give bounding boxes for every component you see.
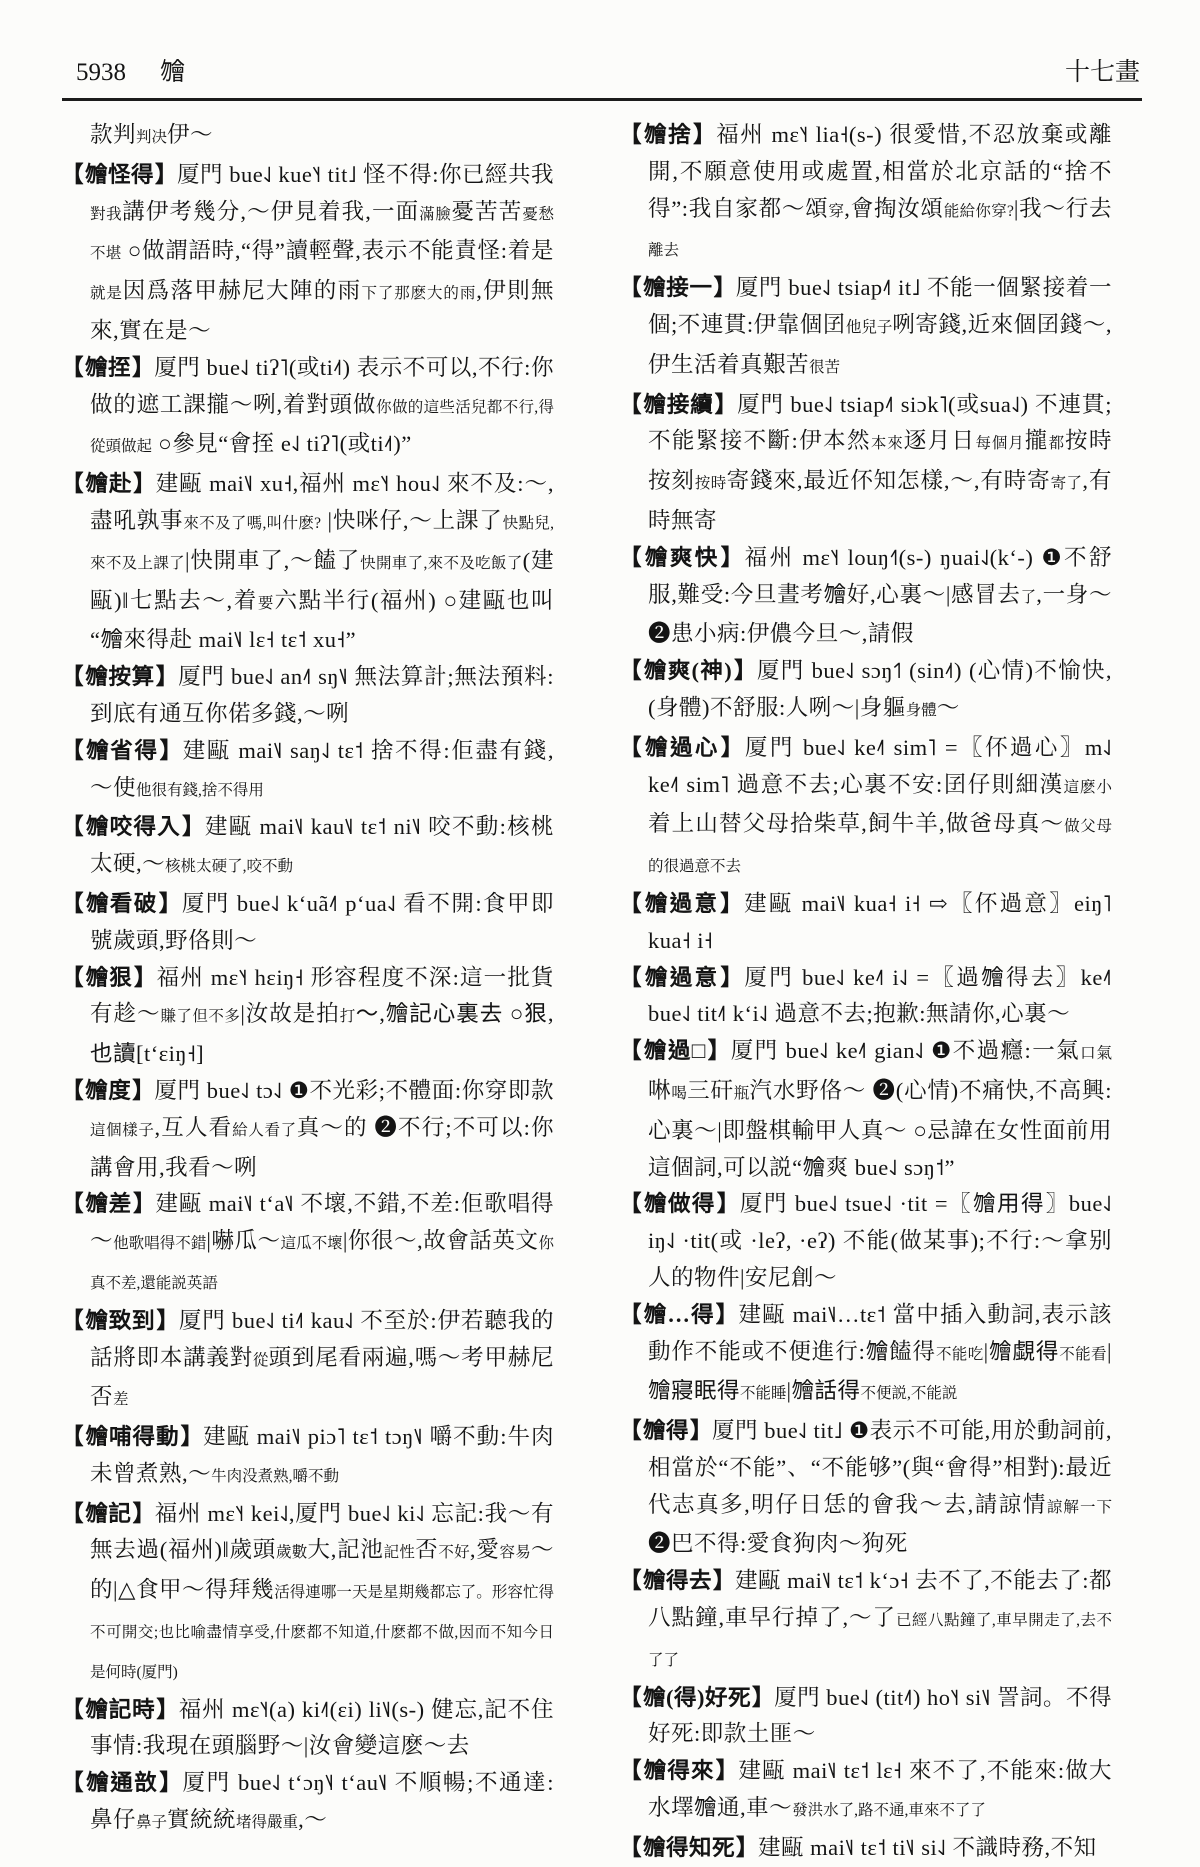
- entry-headword: 【𣍐致到】: [62, 1307, 179, 1333]
- gloss-text: 從: [252, 1351, 269, 1369]
- entry-text: |嚇瓜～: [206, 1228, 281, 1254]
- gloss-text: 寄了: [1050, 475, 1083, 493]
- entry-text: 頭到尾看兩遍,嗎～考甲赫尼否: [90, 1344, 554, 1410]
- entry-text: 厦門 bue˨˩ ke˨˥ sim˥ =〖伓過心〗m˨˩ ke˨˥ sim˥ 過意不去;心裏不安:囝仔則細漢: [648, 734, 1112, 797]
- gloss-text: 活得連哪一天是星期幾都忘了。形容忙得不可開交;也比喻盡情享受,什麽都不知道,什麽都不做,因而不知今日是何時(厦門): [90, 1584, 554, 1681]
- entry-text: 厦門 bue˨˩ tsiap˨˥ it˩ 不能一個緊接着一個;不連貫:伊靠個囝: [648, 275, 1112, 337]
- entry-text: 着上山替父母拾柴草,飼牛羊,做爸母真～: [648, 811, 1065, 837]
- gloss-text: 離去: [648, 242, 680, 260]
- entry-headword: 【𣍐得來】: [620, 1758, 739, 1784]
- entry-headword: 【𣍐接一】: [620, 275, 736, 301]
- entry-text: 否: [415, 1537, 439, 1563]
- gloss-text: 牛肉没煮熟,嚼不動: [211, 1467, 340, 1485]
- entry-text: 憂苦苦: [451, 198, 523, 224]
- entry-text: 逐月日: [903, 428, 976, 454]
- entry-text: |快開車了,～饁了: [185, 547, 361, 573]
- entry-headword: 【𣍐記時】: [62, 1696, 179, 1722]
- gloss-text: 就是: [90, 285, 123, 303]
- entry-text: 厦門 bue˨˩ tsiap˨˥ siɔk˥(或sua˨˩) 不連貫;不能緊接不斷:伊本然: [648, 391, 1112, 454]
- stroke-section-label: 十七畫: [1064, 59, 1140, 86]
- gloss-text: 發洪水了,路不通,車來不了了: [792, 1802, 986, 1820]
- entry-text: 建甌 mai˥˩ kau˥˩ tɛ˦ ni˥˩ 咬不動:核桃太硬,～: [90, 814, 554, 877]
- entry-text: 建甌 mai˥˩ tʻa˥˩ 不壞,不錯,不差:佢歌唱得～: [90, 1191, 554, 1254]
- entry-text: ,互人看: [154, 1114, 233, 1140]
- entry-text: 厦門 bue˨˩ tsue˨˩ ·tit =〖𣍐用得〗bue˨˩ iŋ˨˩ ·tit(或 ·leʔ, ·eʔ) 不能(做某事);不行:～拿别人的物件|安尼創～: [648, 1191, 1112, 1290]
- gloss-text: 口氣: [1080, 1045, 1112, 1063]
- entry-headword: 【𣍐(得)好死】: [620, 1684, 775, 1710]
- dictionary-entry: [620, 960, 1112, 1034]
- entry-text: 福州 mɛ˥˧ hɛiŋ˧ 形容程度不深:這一批貨有趁～: [90, 964, 554, 1027]
- entry-text: |汝故是拍: [240, 1001, 340, 1027]
- entry-headword: 【𣍐捨】: [620, 122, 717, 147]
- gloss-text: 不能睡: [740, 1385, 787, 1403]
- entry-text: 建甌 mai˥˩ kua˧ i˧ ⇨〖伓過意〗eiŋ˥ kua˧ i˧: [648, 890, 1112, 953]
- dictionary-entry: [620, 1413, 1112, 1563]
- gloss-text: 都: [1048, 435, 1066, 453]
- gloss-text: 對我: [90, 205, 123, 223]
- gloss-text: 歲數: [275, 1544, 308, 1562]
- entry-text: 厦門 bue˨˩ ke˨˥ gian˨˩ ❶不過癮:一氣: [730, 1038, 1081, 1064]
- page-number: 5938: [76, 59, 126, 86]
- gloss-text: 他歌唱得不錯: [113, 1235, 207, 1253]
- entry-text: 福州 mɛ˥˧ lia˧(s-) 很愛惜,不忍放棄或離開,不願意使用或處置,相當於北京話的“捨不得”:我自家都～頌: [648, 122, 1112, 221]
- entry-text: 按時按刻: [648, 428, 1112, 494]
- entry-text: 伊～: [167, 122, 214, 147]
- dictionary-entry: [62, 960, 554, 1073]
- entry-text: 厦門 bue˨˩ ke˨˥ i˨˩ =〖過𣍐得去〗ke˨˥ bue˨˩ tit˨˥ kʻi˨˩ 過意不去;抱歉:無請你,心裏～: [648, 964, 1112, 1027]
- gloss-text: 打: [339, 1008, 356, 1026]
- entry-text: 攏: [1024, 428, 1049, 454]
- gloss-text: 鼻子: [136, 1814, 168, 1832]
- entry-headword: 【𣍐狠】: [62, 964, 157, 990]
- entry-headword: 【𣍐赴】: [62, 471, 156, 497]
- entry-headword: 【𣍐…得】: [620, 1301, 739, 1327]
- entry-headword: 【𣍐過意】: [620, 890, 745, 916]
- entry-headword: 【𣍐度】: [62, 1077, 155, 1103]
- gloss-text: 快點兒,來不及上課了: [90, 514, 554, 572]
- entry-headword: 【𣍐挃】: [62, 354, 155, 380]
- entry-text: 建甌 mai˥˩ xu˧,福州 mɛ˥˧ hou˨˩ 來不及:～,盡吼孰事: [90, 471, 554, 533]
- dictionary-entry: [62, 117, 554, 157]
- gloss-text: 憂愁不堪: [90, 205, 554, 263]
- entry-text: ,伊則無來,實在是～: [90, 278, 554, 343]
- entry-text: 款判: [90, 122, 137, 147]
- entry-text: 真～的 ❷不行;不可以:你講會用,我看～咧: [90, 1114, 554, 1180]
- dictionary-entry: [620, 1680, 1112, 1754]
- entry-text: 實統統: [167, 1807, 237, 1833]
- entry-text: 福州 mɛ˥˧ louŋ˧˥(s-) ŋuai˨˩(kʻ-) ❶不舒服,難受:今旦晝考𣍐好,心裏～|感冒去: [648, 544, 1112, 607]
- entry-headword: 【𣍐按算】: [62, 664, 179, 690]
- entry-text: ～,𣍐記心裏去 ○狠,也讀[tʻɛiŋ˧]: [90, 1001, 554, 1067]
- entry-text: |𣍐寢眠得: [648, 1338, 1112, 1404]
- entry-text: 厦門 bue˨˩ tʻɔŋ˥˨ tʻau˥˩ 不順暢;不通達:鼻仔: [90, 1770, 554, 1833]
- dictionary-entry: [62, 886, 554, 960]
- gloss-text: 每個月: [975, 435, 1025, 453]
- entry-headword: 【𣍐差】: [62, 1191, 156, 1217]
- dictionary-entry: [620, 1830, 1112, 1867]
- gloss-text: 差: [113, 1391, 129, 1409]
- entry-text: 福州 mɛ˥˧ kei˨˩,厦門 bue˨˩ ki˨˩ 忘記:我～有無去過(福州)‖歲頭: [90, 1500, 554, 1563]
- gloss-text: 穿: [828, 202, 845, 220]
- gloss-text: 不能吃: [935, 1345, 984, 1363]
- dictionary-entry: [620, 886, 1112, 960]
- entry-text: ～: [936, 694, 960, 720]
- dictionary-entry: [620, 1753, 1112, 1830]
- entry-headword: 【𣍐通敨】: [62, 1770, 183, 1796]
- dictionary-entry: [620, 1563, 1112, 1679]
- entry-text: 建甌 mai˥˩ tɛ˦ ti˥˩ si˨˩ 不識時務,不知: [758, 1834, 1097, 1860]
- entry-headword: 【𣍐過心】: [620, 734, 745, 760]
- gloss-text: 不便説,不能説: [860, 1385, 958, 1403]
- dictionary-entry: [62, 1303, 554, 1419]
- gloss-text: 這麽小: [1063, 778, 1112, 796]
- entry-text: ,愛: [469, 1537, 500, 1563]
- gloss-text: 已經八點鐘了,車早開走了,去不了了: [648, 1612, 1112, 1669]
- entry-text: |你很～,故會話英文: [342, 1228, 539, 1254]
- entry-text: ❷巴不得:愛食狗肉～狗死: [648, 1531, 908, 1557]
- page-header: [62, 52, 1142, 88]
- entry-text: 厦門 bue˨˩ kue˥˧ tit˩ 怪不得:你已經共我: [177, 161, 554, 187]
- gloss-text: 這個樣子: [90, 1121, 155, 1139]
- gloss-text: 容易: [499, 1544, 531, 1562]
- entry-text: 厦門 bue˨˩ kʻuã˨˥ pʻua˨˩ 看不開:食甲即號歲頭,野佫則～: [90, 890, 554, 953]
- entry-text: 建甌 mai˥˩…tɛ˦ 當中插入動詞,表示該動作不能或不便進行:𣍐饁得: [648, 1301, 1112, 1364]
- gloss-text: 給人看了: [232, 1121, 297, 1139]
- dictionary-entry: [62, 733, 554, 810]
- entry-text: 厦門 bue˨˩ tɔ˨˩ ❶不光彩;不體面:你穿即款: [154, 1077, 554, 1103]
- dictionary-entry: [620, 1297, 1112, 1413]
- right-column: [620, 117, 1112, 1867]
- gloss-text: 瓶: [733, 1084, 750, 1102]
- entry-text: ○參見“會挃 e˨˩ tiʔ˥(或ti˨˦)”: [152, 431, 412, 457]
- entry-text: 咧寄錢,近來個囝錢～,伊生活着真艱苦: [648, 311, 1112, 377]
- header-rule: [62, 98, 1142, 101]
- gloss-text: 快開車了,來不及吃飯了: [360, 554, 523, 572]
- entry-text: 福州 mɛ˥˧(a) ki˨˥(ɛi) li˥˩(s-) 健忘,記不住事情:我現在頭腦野～|汝會變這麽～去: [90, 1696, 554, 1759]
- dictionary-entry: [620, 270, 1112, 386]
- dictionary-entry: [620, 730, 1112, 886]
- gloss-text: 來不及了嗎,叫什麽?: [183, 514, 322, 532]
- entry-text: 建甌 mai˥˩ tɛ˦ lɛ˧ 來不了,不能來:做大水墿𣍐通,車～: [648, 1758, 1112, 1821]
- gloss-text: 下了那麽大的雨: [361, 285, 477, 303]
- dictionary-entry: [620, 387, 1112, 540]
- dictionary-entry: [62, 1496, 554, 1692]
- entry-text: 厦門 bue˨˩ sɔŋ˦˥ (sin˨˦) (心情)不愉快,(身體)不舒服:人咧～|身軀: [648, 658, 1112, 720]
- gloss-text: 本來: [870, 435, 904, 453]
- gloss-text: 這瓜不壞: [280, 1235, 343, 1253]
- entry-text: ,～: [298, 1807, 328, 1833]
- entry-headword: 【𣍐爽(神)】: [620, 658, 757, 684]
- entry-headword: 【𣍐省得】: [62, 737, 183, 763]
- gloss-text: 不能看: [1059, 1345, 1107, 1363]
- entry-text: ,一身～ ❷患小病:伊儂今旦～,請假: [648, 581, 1112, 647]
- entry-text: |我～行去: [1013, 195, 1112, 221]
- gloss-text: 按時: [694, 475, 727, 493]
- entry-text: ○做謂語時,“得”讀輕聲,表示不能責怪:着是: [121, 238, 554, 264]
- gloss-text: 很苦: [809, 358, 841, 376]
- gloss-text: 賺了但不多: [160, 1008, 241, 1026]
- gloss-text: 判决: [136, 129, 168, 146]
- entry-headword: 【𣍐爽快】: [620, 544, 745, 570]
- entry-headword: 【𣍐怪得】: [62, 161, 178, 187]
- gloss-text: 他兒子: [845, 318, 893, 336]
- gloss-text: 身體: [905, 701, 937, 719]
- dictionary-entry: [62, 1419, 554, 1496]
- dictionary-entry: [62, 350, 554, 466]
- gloss-text: 你做的這些活兒都不行,得從頭做起: [90, 398, 554, 456]
- entry-text: 三矸: [687, 1077, 734, 1103]
- entry-headword: 【𣍐過□】: [620, 1038, 731, 1064]
- two-column-body: [62, 117, 1142, 1867]
- dictionary-entry: [620, 653, 1112, 730]
- gloss-text: 諒解一下: [1046, 1498, 1112, 1516]
- gloss-text: 了: [1020, 588, 1037, 606]
- entry-text: 六點半行(福州) ○建甌也叫“𣍐來得赴 mai˥˩ lɛ˧ tɛ˦ xu˧”: [90, 587, 554, 653]
- entry-text: 厦門 bue˨˩ tiʔ˥(或ti˨˦) 表示不可以,不行:你做的遮工課攏～咧,着對頭做: [90, 354, 554, 417]
- gloss-text: 做父母的很過意不去: [648, 818, 1112, 876]
- entry-text: 啉: [648, 1077, 672, 1103]
- gloss-text: 喝: [671, 1084, 688, 1102]
- entry-text: ,會掏汝頌: [844, 195, 944, 221]
- entry-text: 因爲落甲赫尼大陣的雨: [122, 278, 362, 304]
- dictionary-entry: [62, 1186, 554, 1302]
- dictionary-entry: [62, 809, 554, 886]
- gloss-text: 要: [257, 594, 275, 612]
- entry-text: |𣍐覷得: [983, 1338, 1060, 1364]
- entry-text: |快咪仔,～上課了: [321, 507, 503, 533]
- gloss-text: 能給你穿?: [943, 202, 1014, 220]
- dictionary-entry: [62, 1692, 554, 1766]
- entry-text: 建甌 mai˥˩ saŋ˨˩ tɛ˦ 捨不得:佢盡有錢,～使: [90, 737, 554, 800]
- gloss-text: 記性: [383, 1544, 416, 1562]
- dictionary-entry: [62, 659, 554, 733]
- entry-text: 大,記池: [307, 1537, 384, 1563]
- entry-text: (建甌)‖七點去～,着: [90, 547, 554, 613]
- gloss-text: 核桃太硬了,咬不動: [165, 858, 294, 876]
- entry-text: 講伊考幾分,～伊見着我,一面: [122, 198, 420, 224]
- entry-text: 厦門 bue˨˩ an˨˥ sŋ˥˩ 無法算計;無法預料:到底有通互你偌多錢,～咧: [90, 664, 554, 726]
- entry-text: ,有時無寄: [648, 468, 1112, 533]
- entry-headword: 【𣍐看破】: [62, 890, 182, 916]
- gloss-text: 他很有錢,捨不得用: [136, 781, 264, 799]
- entry-text: 厦門 bue˨˩ ti˨˥ kau˨˩ 不至於:伊若聽我的話將即本講義對: [90, 1307, 554, 1370]
- dictionary-entry: [62, 157, 554, 350]
- dictionary-entry: [620, 1033, 1112, 1186]
- entry-headword: 【𣍐得去】: [620, 1568, 736, 1594]
- entry-text: 建甌 mai˥˩ tɛ˦ kʻɔ˧ 去不了,不能去了:都八點鐘,車早行掉了,～了: [648, 1568, 1112, 1631]
- dictionary-entry: [62, 466, 554, 659]
- dictionary-entry: [620, 540, 1112, 653]
- dictionary-entry: [620, 1186, 1112, 1296]
- gloss-text: 不好: [438, 1544, 470, 1562]
- entry-text: 寄錢來,最近伓知怎樣,～,有時寄: [726, 468, 1051, 494]
- entry-headword: 【𣍐做得】: [620, 1191, 740, 1217]
- entry-text: 厦門 bue˨˩ tit˩ ❶表示不可能,用於動詞前,相當於“不能”、“不能够”(與“會得”相對):最近代志真多,明仔日恁的會我～去,請諒情: [648, 1418, 1112, 1517]
- gloss-text: 堵得嚴重: [236, 1814, 299, 1832]
- gloss-text: 你真不差,還能説英語: [90, 1235, 554, 1292]
- entry-text: 厦門 bue˨˩ (tit˨˥) ho˥˧ si˥˩ 詈詞。不得好死:即款土匪～: [648, 1684, 1112, 1747]
- entry-text: 汽水野佫～ ❷(心情)不痛快,不高興:心裏～|即盤棋輸甲人真～ ○忌諱在女性面前用這個詞,可以説“𣍐爽 bue˨˩ sɔŋ˦”: [648, 1077, 1112, 1180]
- entry-headword: 【𣍐咬得入】: [62, 814, 205, 840]
- entry-headword: 【𣍐得知死】: [620, 1834, 759, 1860]
- entry-text: |𣍐話得: [786, 1378, 861, 1404]
- headword-character: 𣍐: [160, 59, 186, 86]
- dictionary-entry: [620, 117, 1112, 270]
- entry-headword: 【𣍐過意】: [620, 964, 745, 990]
- page-header-left: [76, 57, 185, 87]
- entry-text: ～的|△食甲～得拜幾: [90, 1537, 554, 1603]
- entry-text: 建甌 mai˥˩ piɔ˥ tɛ˦ tɔŋ˥˩ 嚼不動:牛肉未曾煮熟,～: [90, 1424, 554, 1486]
- entry-headword: 【𣍐記】: [62, 1500, 155, 1526]
- entry-headword: 【𣍐接續】: [620, 391, 738, 417]
- dictionary-entry: [62, 1765, 554, 1842]
- entry-headword: 【𣍐得】: [620, 1418, 713, 1444]
- gloss-text: 滿臉: [419, 205, 452, 223]
- dictionary-entry: [62, 1073, 554, 1186]
- left-column: [62, 117, 554, 1867]
- entry-headword: 【𣍐哺得動】: [62, 1424, 204, 1450]
